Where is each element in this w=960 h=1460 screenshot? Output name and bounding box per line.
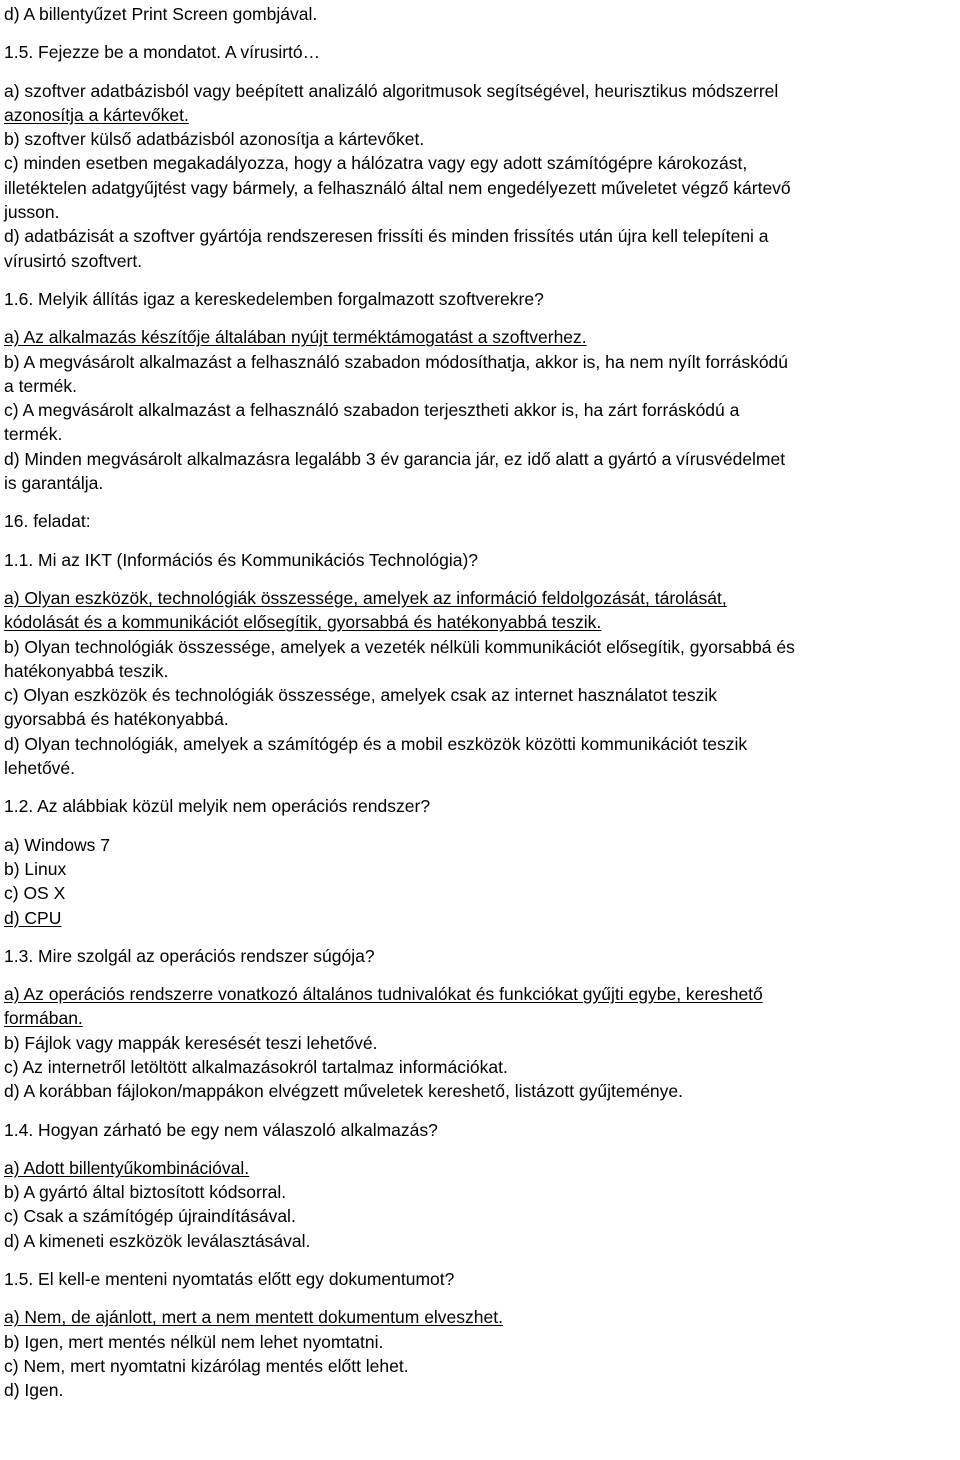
text-line: termék. [4,424,63,445]
underlined-answer-text: a) Adott billentyűkombinációval. [4,1157,250,1178]
text-line: b) Fájlok vagy mappák keresését teszi lehetővé. [4,1032,378,1053]
text-line: 1.6. Melyik állítás igaz a kereskedelemben forgalmazott szoftverekre? [4,288,544,309]
underlined-answer-text: formában. [4,1008,83,1029]
underlined-answer-text: azonosítja a kártevőket. [4,104,189,125]
correct-answer-line [4,982,956,1006]
text-line: b) Linux [4,858,67,879]
text-line: a) Windows 7 [4,834,111,855]
underlined-answer-text: d) CPU [4,907,62,928]
text-line: d) Igen. [4,1380,64,1401]
text-line: c) OS X [4,883,66,904]
text-line: gyorsabbá és hatékonyabbá. [4,709,229,730]
text-line: is garantálja. [4,473,104,494]
text-line: vírusirtó szoftvert. [4,250,143,271]
correct-answer-line [4,1305,956,1329]
text-line: a termék. [4,375,77,396]
text-line: 1.2. Az alábbiak közül melyik nem operációs rendszer? [4,796,431,817]
text-line: d) A billentyűzet Print Screen gombjával. [4,4,318,24]
text-line: hatékonyabbá teszik. [4,660,169,681]
underlined-answer-text: a) Nem, de ajánlott, mert a nem mentett dokumentum elveszhet. [4,1307,503,1328]
text-line: b) A gyártó által biztosított kódsorral. [4,1182,287,1203]
underlined-answer-text: a) Olyan eszközök, technológiák összessége, amelyek az információ feldolgozását, tárolását, [4,587,727,608]
text-line: 1.5. Fejezze be a mondatot. A vírusirtó… [4,42,321,63]
text-line: c) Csak a számítógép újraindításával. [4,1206,296,1227]
text-line: b) A megvásárolt alkalmazást a felhasználó szabadon módosíthatja, akkor is, ha nem nyílt forráskódú [4,351,789,372]
text-line: c) A megvásárolt alkalmazást a felhasználó szabadon terjesztheti akkor is, ha zárt forráskódú a [4,400,740,421]
text-line: 1.4. Hogyan zárható be egy nem válaszoló alkalmazás? [4,1119,438,1140]
text-line: d) A korábban fájlokon/mappákon elvégzett műveletek kereshető, listázott gyűjteménye. [4,1081,684,1102]
text-line: d) A kimeneti eszközök leválasztásával. [4,1230,311,1251]
text-line: a) szoftver adatbázisból vagy beépített analizáló algoritmusok segítségével, heurisztikus módszerrel [4,80,779,101]
text-line: 1.5. El kell-e menteni nyomtatás előtt egy dokumentumot? [4,1269,455,1290]
correct-answer-line [4,906,956,930]
correct-answer-line [4,103,956,127]
document-page [4,2,956,1403]
correct-answer-line [4,1156,956,1180]
text-line: b) Igen, mert mentés nélkül nem lehet nyomtatni. [4,1331,384,1352]
text-line: 1.1. Mi az IKT (Információs és Kommunikációs Technológia)? [4,549,479,570]
text-line: c) Olyan eszközök és technológiák összessége, amelyek csak az internet használatot teszik [4,685,717,706]
text-line: b) szoftver külső adatbázisból azonosítja a kártevőket. [4,129,425,150]
underlined-answer-text: a) Az operációs rendszerre vonatkozó általános tudnivalókat és funkciókat gyűjti egybe, kereshető [4,984,763,1005]
correct-answer-line [4,1006,956,1030]
text-line: lehetővé. [4,758,76,779]
text-line: d) Minden megvásárolt alkalmazásra legalább 3 év garancia jár, ez idő alatt a gyártó a vírusvédelmet [4,448,786,469]
text-line: 16. feladat: [4,511,91,532]
text-line: c) Az internetről letöltött alkalmazásokról tartalmaz információkat. [4,1056,508,1077]
correct-answer-line [4,610,956,634]
text-line: illetéktelen adatgyűjtést vagy bármely, a felhasználó által nem engedélyezett műveletet végző kártevő [4,177,791,198]
text-line: jusson. [4,202,60,223]
correct-answer-line [4,325,956,349]
text-line: d) adatbázisát a szoftver gyártója rendszeresen frissíti és minden frissítés után újra kell telepíteni a [4,226,769,247]
text-line: c) minden esetben megakadályozza, hogy a hálózatra vagy egy adott számítógépre károkozást, [4,153,748,174]
underlined-answer-text: kódolását és a kommunikációt elősegítik, gyorsabbá és hatékonyabbá teszik. [4,612,602,633]
text-line: d) Olyan technológiák, amelyek a számítógép és a mobil eszközök közötti kommunikációt teszik [4,733,748,754]
text-line: b) Olyan technológiák összessége, amelyek a vezeték nélküli kommunikációt elősegítik, gyorsabbá és [4,636,795,657]
underlined-answer-text: a) Az alkalmazás készítője általában nyújt terméktámogatást a szoftverhez. [4,327,587,348]
correct-answer-line [4,586,956,610]
text-line: c) Nem, mert nyomtatni kizárólag mentés előtt lehet. [4,1355,409,1376]
text-line: 1.3. Mire szolgál az operációs rendszer súgója? [4,945,375,966]
